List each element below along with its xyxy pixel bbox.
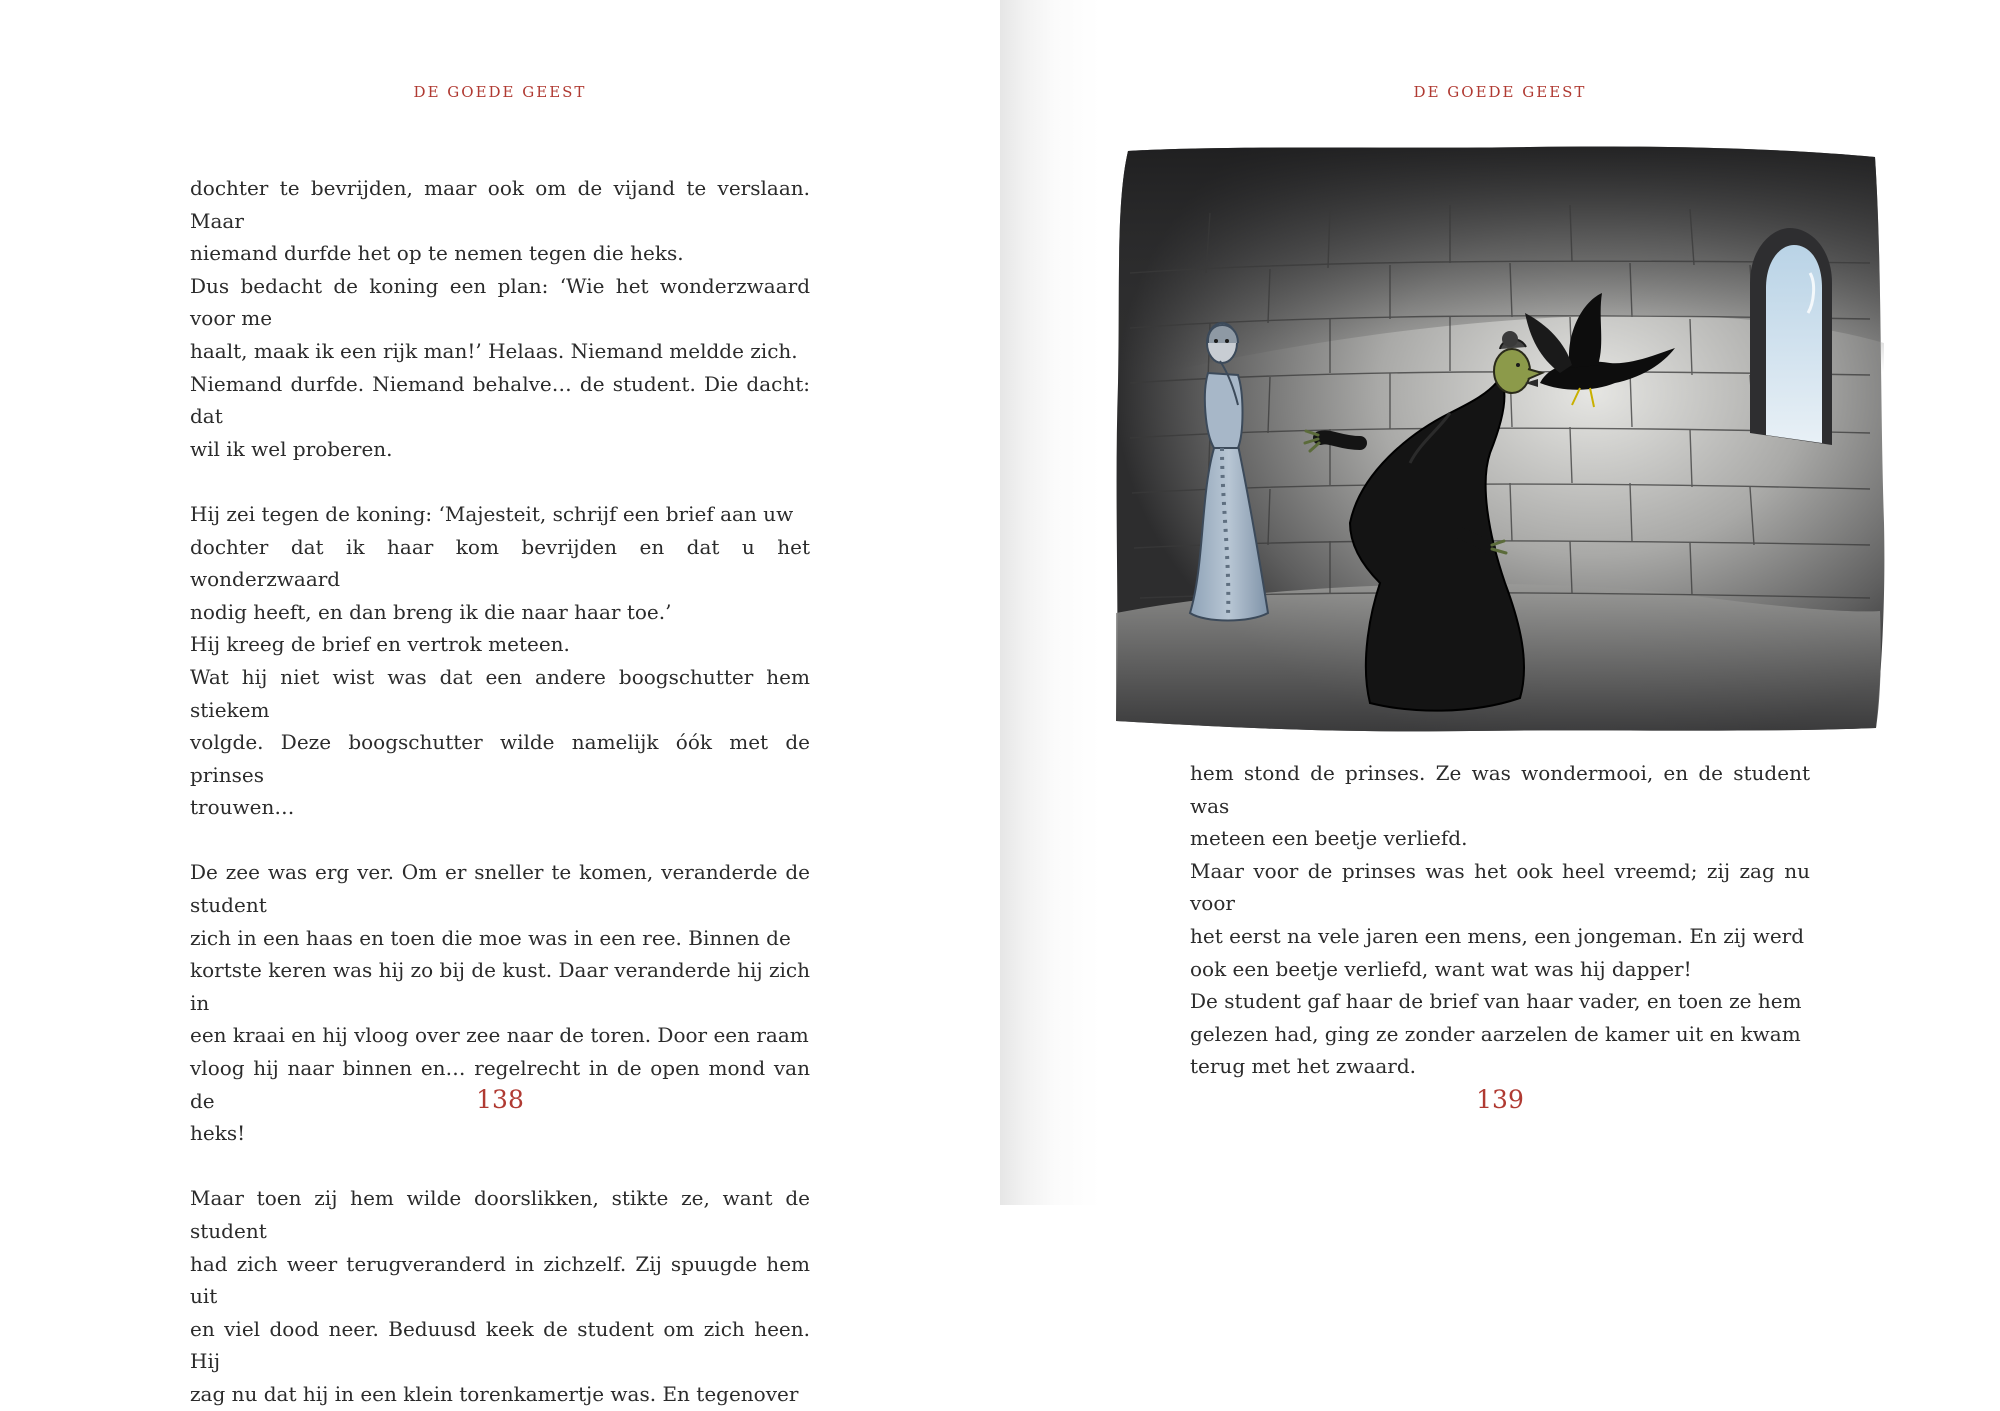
running-head-left: DE GOEDE GEEST — [413, 83, 587, 101]
left-body-text — [190, 172, 810, 1411]
text-line: terug met het zwaard. — [1190, 1054, 1417, 1079]
text-line: nodig heeft, en dan breng ik die naar haar toe.’ — [190, 599, 672, 624]
text-line: een kraai en hij vloog over zee naar de toren. Door een raam — [190, 1023, 809, 1048]
text-line: en viel dood neer. Beduusd keek de student om zich heen. Hij — [190, 1316, 810, 1374]
text-line: had zich weer terugveranderd in zichzelf. Zij spuugde hem uit — [190, 1251, 810, 1309]
text-line: dochter te bevrijden, maar ook om de vijand te verslaan. Maar — [190, 176, 810, 233]
text-line: Maar voor de prinses was het ook heel vreemd; zij zag nu voor — [1190, 858, 1810, 916]
text-line: De zee was erg ver. Om er sneller te komen, veranderde de student — [190, 860, 810, 918]
left-page — [0, 0, 1000, 1406]
text-line: volgde. Deze boogschutter wilde namelijk óók met de prinses — [190, 730, 810, 787]
text-line: meteen een beetje verliefd. — [1190, 826, 1468, 851]
tower-room-illustration — [1110, 143, 1890, 735]
text-line: vloog hij naar binnen en… regelrecht in de open mond van de — [190, 1056, 810, 1113]
text-line: Hij zei tegen de koning: ‘Majesteit, schrijf een brief aan uw — [190, 501, 794, 526]
text-line: hem stond de prinses. Ze was wondermooi, en de student was — [1190, 761, 1810, 818]
running-head-right: DE GOEDE GEEST — [1413, 83, 1587, 101]
paragraph — [190, 498, 810, 824]
text-line: De student gaf haar de brief van haar vader, en toen ze hem — [1190, 989, 1802, 1014]
paragraph — [1190, 757, 1810, 1083]
text-line: trouwen… — [190, 795, 295, 820]
page-number-right: 139 — [1476, 1085, 1524, 1114]
text-line: gelezen had, ging ze zonder aarzelen de kamer uit en kwam — [1190, 1021, 1801, 1046]
text-line: heks! — [190, 1121, 246, 1146]
text-line: dochter dat ik haar kom bevrijden en dat u het wonderzwaard — [190, 534, 810, 592]
paragraph — [190, 172, 810, 465]
text-line: ook een beetje verliefd, want wat was hij dapper! — [1190, 956, 1692, 981]
page-number-left: 138 — [476, 1085, 524, 1114]
text-line: Dus bedacht de koning een plan: ‘Wie het wonderzwaard voor me — [190, 273, 810, 331]
text-line: haalt, maak ik een rijk man!’ Helaas. Niemand meldde zich. — [190, 338, 798, 363]
text-line: niemand durfde het op te nemen tegen die heks. — [190, 241, 684, 266]
text-line: Hij kreeg de brief en vertrok meteen. — [190, 632, 570, 657]
text-line: zag nu dat hij in een klein torenkamertje was. En tegenover — [190, 1381, 799, 1406]
arched-window — [1750, 228, 1832, 445]
text-line: wil ik wel proberen. — [190, 436, 393, 461]
right-body-text — [1190, 757, 1810, 1083]
right-page — [1000, 0, 2000, 1205]
text-line: zich in een haas en toen die moe was in een ree. Binnen de — [190, 925, 791, 950]
text-line: Niemand durfde. Niemand behalve… de student. Die dacht: dat — [190, 371, 810, 429]
text-line: het eerst na vele jaren een mens, een jongeman. En zij werd — [1190, 923, 1805, 948]
text-line: Maar toen zij hem wilde doorslikken, stikte ze, want de student — [190, 1186, 810, 1243]
paragraph — [190, 1182, 810, 1410]
text-line: Wat hij niet wist was dat een andere boogschutter hem stiekem — [190, 664, 810, 722]
text-line: kortste keren was hij zo bij de kust. Daar veranderde hij zich in — [190, 958, 810, 1015]
